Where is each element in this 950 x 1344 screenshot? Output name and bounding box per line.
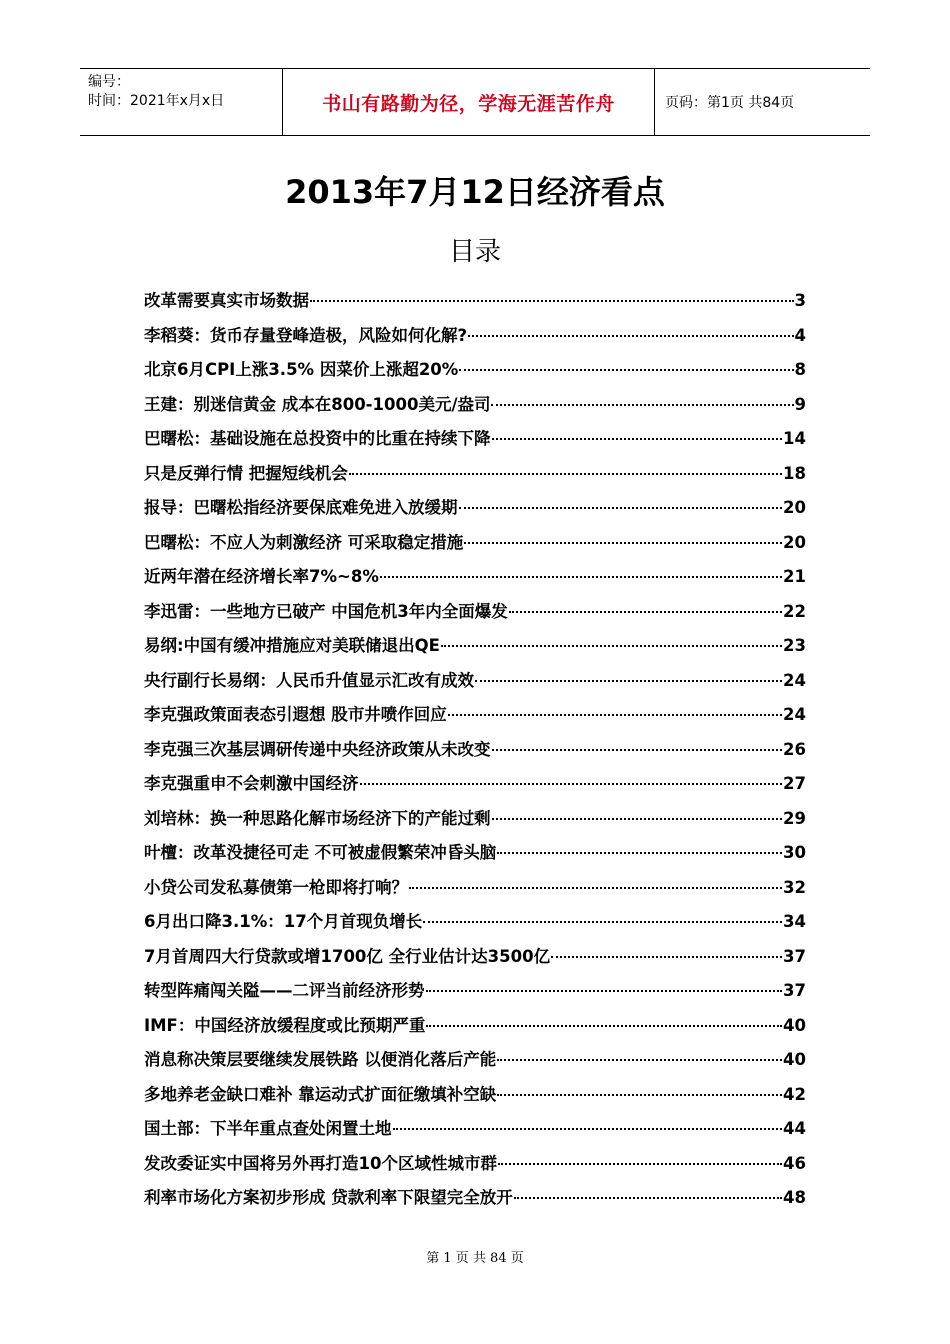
toc-dot-leader: [492, 749, 783, 751]
toc-entry-title: IMF：中国经济放缓程度或比预期严重: [144, 1015, 426, 1035]
page-footer: 第 1 页 共 84 页: [426, 1251, 524, 1266]
toc-dot-leader: [475, 680, 782, 682]
toc-dot-leader: [551, 956, 782, 958]
toc-entry[interactable]: [144, 1184, 806, 1219]
toc-entry-title: 7月首周四大行贷款或增1700亿 全行业估计达3500亿: [144, 946, 551, 966]
page-header: [80, 68, 870, 136]
toc-entry-page: 34: [783, 912, 806, 931]
toc-entry[interactable]: [144, 1150, 806, 1185]
toc-entry-page: 18: [783, 463, 806, 483]
toc-entry-title: 北京6月CPI上涨3.5% 因菜价上涨超20%: [144, 360, 459, 379]
toc-dot-leader: [514, 1197, 782, 1199]
toc-entry[interactable]: [144, 667, 806, 702]
toc-entry-title: 发改委证实中国将另外再打造10个区域性城市群: [144, 1153, 497, 1173]
toc-entry[interactable]: [144, 736, 806, 771]
toc-entry-page: 20: [783, 532, 806, 552]
toc-dot-leader: [426, 1025, 782, 1027]
toc-dot-leader: [492, 438, 783, 440]
toc-entry-title: 利率市场化方案初步形成 贷款利率下限望完全放开: [144, 1188, 513, 1207]
document-title: 2013年7月12日经济看点: [285, 173, 665, 211]
toc-entry[interactable]: [144, 529, 806, 564]
toc-entry-title: 近两年潜在经济增长率7%~8%: [144, 567, 379, 586]
toc-entry-title: 小贷公司发私募债第一枪即将打响？: [144, 877, 408, 897]
toc-entry-page: 42: [783, 1084, 806, 1104]
toc-entry-title: 王建：别迷信黄金 成本在800-1000美元/盎司: [144, 394, 491, 414]
toc-entry-page: 32: [783, 877, 806, 897]
toc-entry-page: 8: [794, 360, 806, 379]
toc-entry-title: 转型阵痛闯关隘——二评当前经济形势: [144, 981, 425, 1000]
toc-entry-page: 9: [794, 394, 806, 414]
toc-entry-title: 刘培林：换一种思路化解市场经济下的产能过剩: [144, 808, 491, 828]
toc-entry[interactable]: [144, 943, 806, 978]
toc-entry-title: 易纲:中国有缓冲措施应对美联储退出QE: [144, 636, 440, 655]
toc-entry[interactable]: [144, 839, 806, 874]
toc-entry-page: 21: [783, 567, 806, 586]
toc-entry[interactable]: [144, 770, 806, 805]
toc-entry[interactable]: [144, 391, 806, 426]
header-page-info: 页码：第1页 共84页: [665, 95, 795, 111]
toc-entry-page: 14: [783, 429, 806, 448]
toc-entry[interactable]: [144, 874, 806, 909]
toc-entry-page: 46: [783, 1153, 806, 1173]
toc-entry[interactable]: [144, 1115, 806, 1150]
toc-dot-leader: [497, 852, 782, 854]
toc-dot-leader: [497, 1094, 782, 1096]
toc-entry[interactable]: [144, 1046, 806, 1081]
toc-entry-title: 李稻葵：货币存量登峰造极，风险如何化解?: [144, 325, 468, 345]
toc-entry-page: 37: [783, 981, 806, 1000]
toc-entry-page: 44: [783, 1119, 806, 1138]
toc-dot-leader: [423, 921, 782, 923]
toc-entry-title: 只是反弹行情 把握短线机会: [144, 463, 348, 483]
toc-dot-leader: [459, 369, 793, 371]
toc-entry[interactable]: [144, 701, 806, 736]
toc-entry[interactable]: [144, 563, 806, 598]
toc-entry-page: 20: [783, 498, 806, 517]
toc-entry[interactable]: [144, 460, 806, 495]
toc-entry-title: 消息称决策层要继续发展铁路 以便消化落后产能: [144, 1050, 497, 1069]
toc-heading: 目录: [448, 237, 501, 267]
toc-entry-page: 40: [783, 1050, 806, 1069]
toc-dot-leader: [360, 783, 783, 785]
toc-dot-leader: [491, 404, 793, 406]
toc-dot-leader: [448, 714, 782, 716]
header-date-label: 时间：2021年x月x日: [88, 93, 225, 109]
toc-dot-leader: [498, 1163, 782, 1165]
toc-entry-title: 国土部：下半年重点查处闲置土地: [144, 1119, 392, 1138]
toc-entry-page: 22: [783, 601, 806, 621]
toc-entry-title: 多地养老金缺口难补 靠运动式扩面征缴填补空缺: [144, 1084, 497, 1104]
header-motto: 书山有路勤为径，学海无涯苦作舟: [282, 69, 655, 135]
toc-entry-title: 叶檀：改革没捷径可走 不可被虚假繁荣冲昏头脑: [144, 843, 497, 862]
header-number-label: 编号：: [88, 74, 130, 90]
toc-entry-page: 26: [783, 739, 806, 759]
toc-entry-title: 李克强三次基层调研传递中央经济政策从未改变: [144, 739, 491, 759]
toc-dot-leader: [492, 818, 783, 820]
toc-dot-leader: [380, 576, 782, 578]
toc-dot-leader: [509, 611, 782, 613]
toc-entry[interactable]: [144, 805, 806, 840]
toc-entry-page: 37: [783, 946, 806, 966]
toc-entry-title: 李克强政策面表态引遐想 股市井喷作回应: [144, 705, 447, 724]
toc-entry[interactable]: [144, 322, 806, 357]
toc-entry-page: 29: [783, 808, 806, 828]
toc-entry[interactable]: [144, 977, 806, 1012]
toc-dot-leader: [310, 300, 794, 302]
toc-entry-page: 24: [783, 670, 806, 690]
toc-dot-leader: [441, 645, 782, 647]
toc-entry-title: 巴曙松：基础设施在总投资中的比重在持续下降: [144, 429, 491, 448]
toc-entry-title: 改革需要真实市场数据: [144, 291, 309, 310]
toc-dot-leader: [464, 542, 782, 544]
toc-entry-page: 3: [794, 291, 806, 310]
toc-entry[interactable]: [144, 908, 806, 943]
table-of-contents: [144, 287, 806, 1219]
toc-dot-leader: [468, 335, 793, 337]
toc-entry-page: 40: [783, 1015, 806, 1035]
toc-dot-leader: [426, 990, 783, 992]
toc-entry[interactable]: [144, 1012, 806, 1047]
toc-entry-page: 4: [794, 325, 806, 345]
toc-entry[interactable]: [144, 632, 806, 667]
toc-dot-leader: [409, 887, 782, 889]
toc-entry[interactable]: [144, 425, 806, 460]
toc-entry-page: 24: [783, 705, 806, 724]
toc-entry-title: 巴曙松：不应人为刺激经济 可采取稳定措施: [144, 532, 464, 552]
toc-entry-title: 央行副行长易纲：人民币升值显示汇改有成效: [144, 670, 474, 690]
toc-entry[interactable]: [144, 494, 806, 529]
toc-dot-leader: [459, 507, 783, 509]
toc-entry[interactable]: [144, 287, 806, 322]
toc-entry-title: 报导：巴曙松指经济要保底难免进入放缓期: [144, 498, 458, 517]
toc-dot-leader: [393, 1128, 783, 1130]
toc-entry[interactable]: [144, 1081, 806, 1116]
toc-entry-title: 6月出口降3.1%：17个月首现负增长: [144, 912, 423, 931]
toc-entry[interactable]: [144, 356, 806, 391]
toc-dot-leader: [349, 473, 782, 475]
toc-entry-page: 23: [783, 636, 806, 655]
toc-entry-page: 30: [783, 843, 806, 862]
toc-entry-page: 48: [783, 1188, 806, 1207]
toc-entry-page: 27: [783, 774, 806, 793]
header-meta: [80, 69, 282, 135]
toc-entry-title: 李迅雷：一些地方已破产 中国危机3年内全面爆发: [144, 601, 508, 621]
toc-entry[interactable]: [144, 598, 806, 633]
toc-dot-leader: [497, 1059, 782, 1061]
toc-entry-title: 李克强重申不会刺激中国经济: [144, 774, 359, 793]
